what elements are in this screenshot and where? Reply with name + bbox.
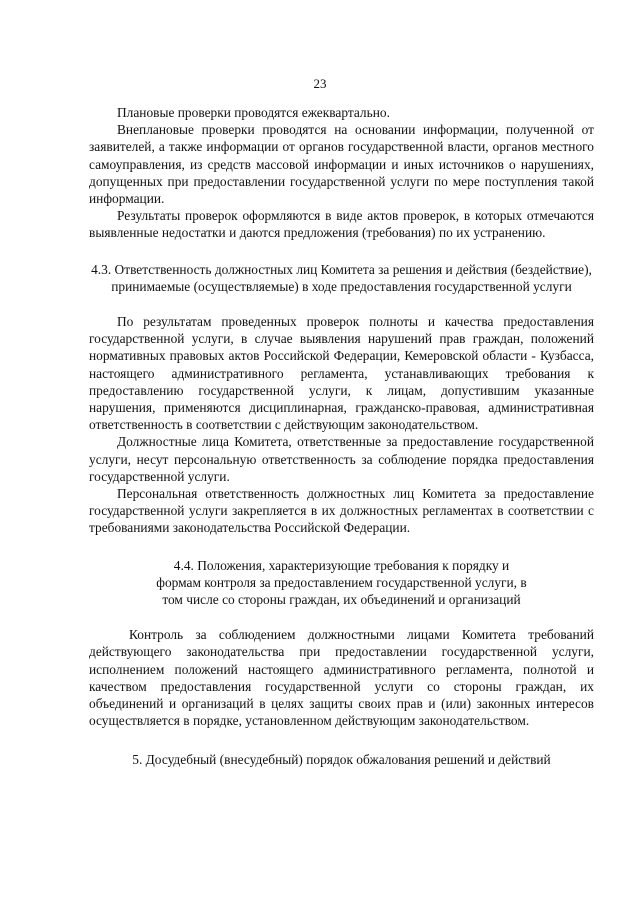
section-heading-4-3: 4.3. Ответственность должностных лиц Комитета за решения и действия (бездействие), принимаемые (осуществляемые) в ходе предоставления государственной услуги [91,261,592,294]
paragraph-planned-inspections: Плановые проверки проводятся ежеквартально. [117,105,390,120]
paragraph-inspection-results: Результаты проверок оформляются в виде актов проверок, в которых отмечаются выявленные недостатки и даются предложения (требования) по их устранению. [89,208,594,241]
section-4-4-body [89,626,594,729]
paragraph-personal-responsibility: Должностные лица Комитета, ответственные за предоставление государственной услуги, несут персональную ответственность за соблюдение порядка предоставления государственной услуги. [89,434,594,484]
paragraph-unscheduled-inspections: Внеплановые проверки проводятся на основании информации, полученной от заявителей, а также информации от органов государственной власти, органов местного самоуправления, из средств массовой информации и иных источников о нарушениях, допущенных при предоставлении государственной услуги по мере поступления такой информации. [89,122,594,207]
inspection-block [89,104,594,242]
page-number: 23 [313,76,327,91]
paragraph-responsibility-violations: По результатам проведенных проверок полноты и качества предоставления государственной услуги, в случае выявления нарушений прав граждан, положений нормативных правовых актов Российской Федерации, Кемеровской области - Кузбасса, настоящего административного регламента, устанавливающих требования к предоставлению государственной услуги, к лицам, допустившим указанные нарушения, применяются дисциплинарная, гражданско-правовая, административная ответственность в соответствии с действующим законодательством. [89,314,594,433]
paragraph-control-compliance: Контроль за соблюдением должностными лицами Комитета требований действующего законодательства при предоставлении государственной услуги, исполнением положений настоящего административного регламента, полнотой и качеством предоставления государственной услуги со стороны граждан, их объединений и организаций в целях защиты своих прав и (или) законных интересов осуществляется в порядке, установленном действующим законодательством. [89,627,594,729]
section-4-3-body [89,313,594,537]
section-heading-5: 5. Досудебный (внесудебный) порядок обжалования решений и действий [132,751,551,767]
document-body [89,104,594,768]
section-heading-4-4: 4.4. Положения, характеризующие требования к порядку и формам контроля за предоставлением государственной услуги, в том числе со стороны граждан, их объединений и организаций [156,557,527,608]
paragraph-responsibility-regulations: Персональная ответственность должностных лиц Комитета за предоставление государственной услуги закрепляется в их должностных регламентах в соответствии с требованиями законодательства Российской Федерации. [89,486,594,536]
